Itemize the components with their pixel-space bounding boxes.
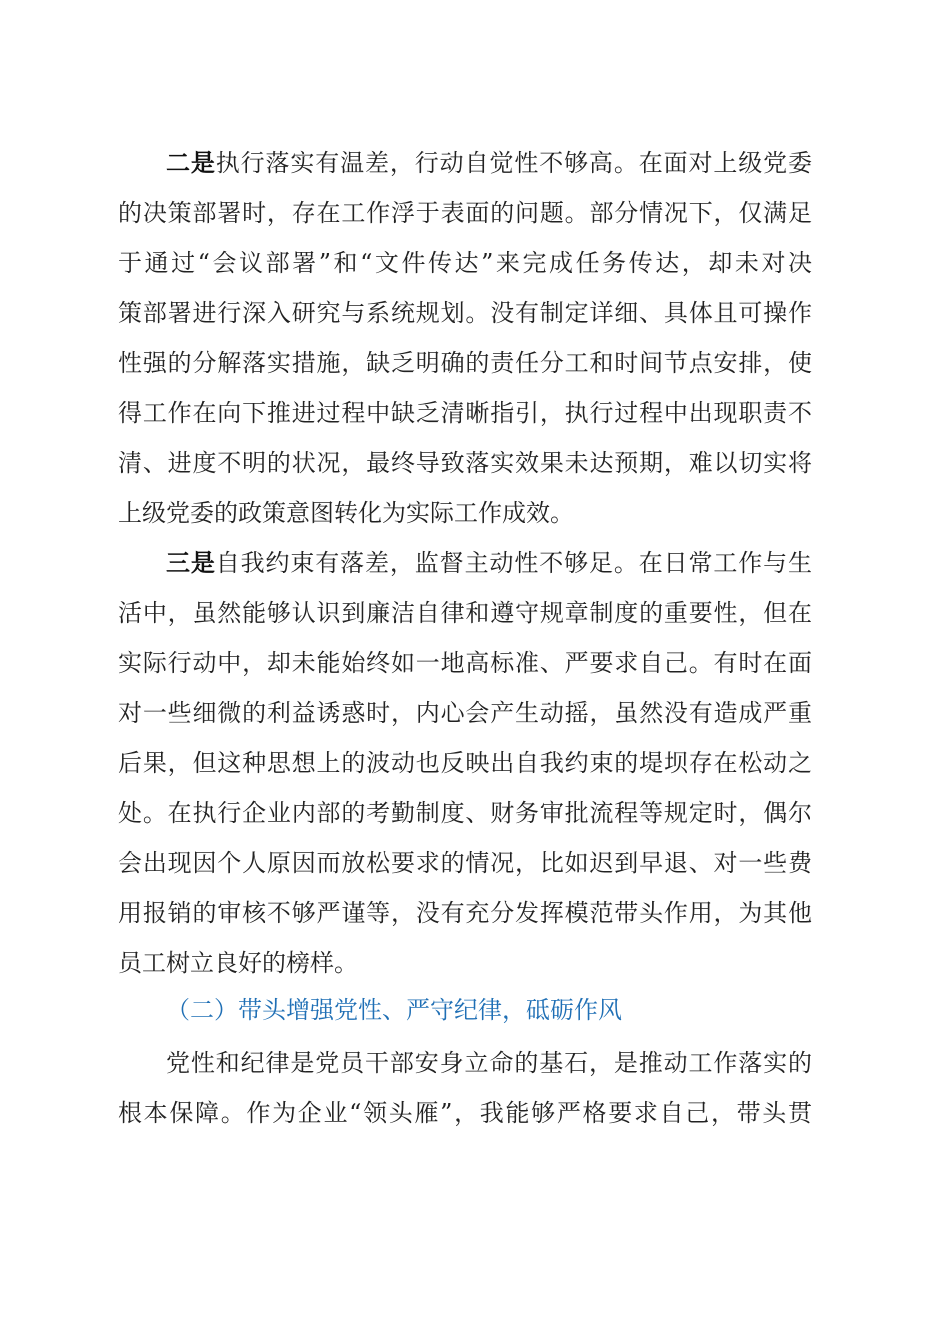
paragraph-1-line-3: 于通过“会议部署”和“文件传达”来完成任务传达，却未对决 xyxy=(118,249,812,277)
paragraph-3-line-1: 党性和纪律是党员干部安身立命的基石，是推动工作落实的 xyxy=(166,1049,812,1077)
paragraph-2-line-3: 实际行动中，却未能始终如一地高标准、严要求自己。有时在面 xyxy=(118,649,812,677)
paragraph-2-line-7: 会出现因个人原因而放松要求的情况，比如迟到早退、对一些费 xyxy=(118,849,812,877)
paragraph-2-line-9: 员工树立良好的榜样。 xyxy=(118,949,358,977)
paragraph-2-line-1 xyxy=(166,543,812,583)
paragraph-2-lead: 三是 xyxy=(166,548,216,577)
paragraph-2-text: 自我约束有落差，监督主动性不够足。在日常工作与生 xyxy=(215,549,813,577)
paragraph-1-line-7: 清、进度不明的状况，最终导致落实效果未达预期，难以切实将 xyxy=(118,449,812,477)
paragraph-1-line-5: 性强的分解落实措施，缺乏明确的责任分工和时间节点安排，使 xyxy=(118,349,812,377)
paragraph-2-line-2: 活中，虽然能够认识到廉洁自律和遵守规章制度的重要性，但在 xyxy=(118,599,812,627)
paragraph-2-line-4: 对一些细微的利益诱惑时，内心会产生动摇，虽然没有造成严重 xyxy=(118,699,812,727)
paragraph-1-line-1 xyxy=(166,143,812,183)
paragraph-1-lead: 二是 xyxy=(166,148,216,177)
paragraph-2-line-6: 处。在执行企业内部的考勤制度、财务审批流程等规定时，偶尔 xyxy=(118,799,812,827)
paragraph-1-line-8: 上级党委的政策意图转化为实际工作成效。 xyxy=(118,499,574,527)
paragraph-1-line-2: 的决策部署时，存在工作浮于表面的问题。部分情况下，仅满足 xyxy=(118,199,812,227)
paragraph-2-line-5: 后果，但这种思想上的波动也反映出自我约束的堤坝存在松动之 xyxy=(118,749,812,777)
paragraph-1-line-6: 得工作在向下推进过程中缺乏清晰指引，执行过程中出现职责不 xyxy=(118,399,812,427)
section-heading: （二）带头增强党性、严守纪律，砥砺作风 xyxy=(166,996,622,1024)
paragraph-1-text: 执行落实有温差，行动自觉性不够高。在面对上级党委 xyxy=(215,149,813,177)
paragraph-2-line-8: 用报销的审核不够严谨等，没有充分发挥模范带头作用，为其他 xyxy=(118,899,812,927)
paragraph-3-line-2: 根本保障。作为企业“领头雁”，我能够严格要求自己，带头贯 xyxy=(118,1099,812,1127)
paragraph-1-line-4: 策部署进行深入研究与系统规划。没有制定详细、具体且可操作 xyxy=(118,299,812,327)
